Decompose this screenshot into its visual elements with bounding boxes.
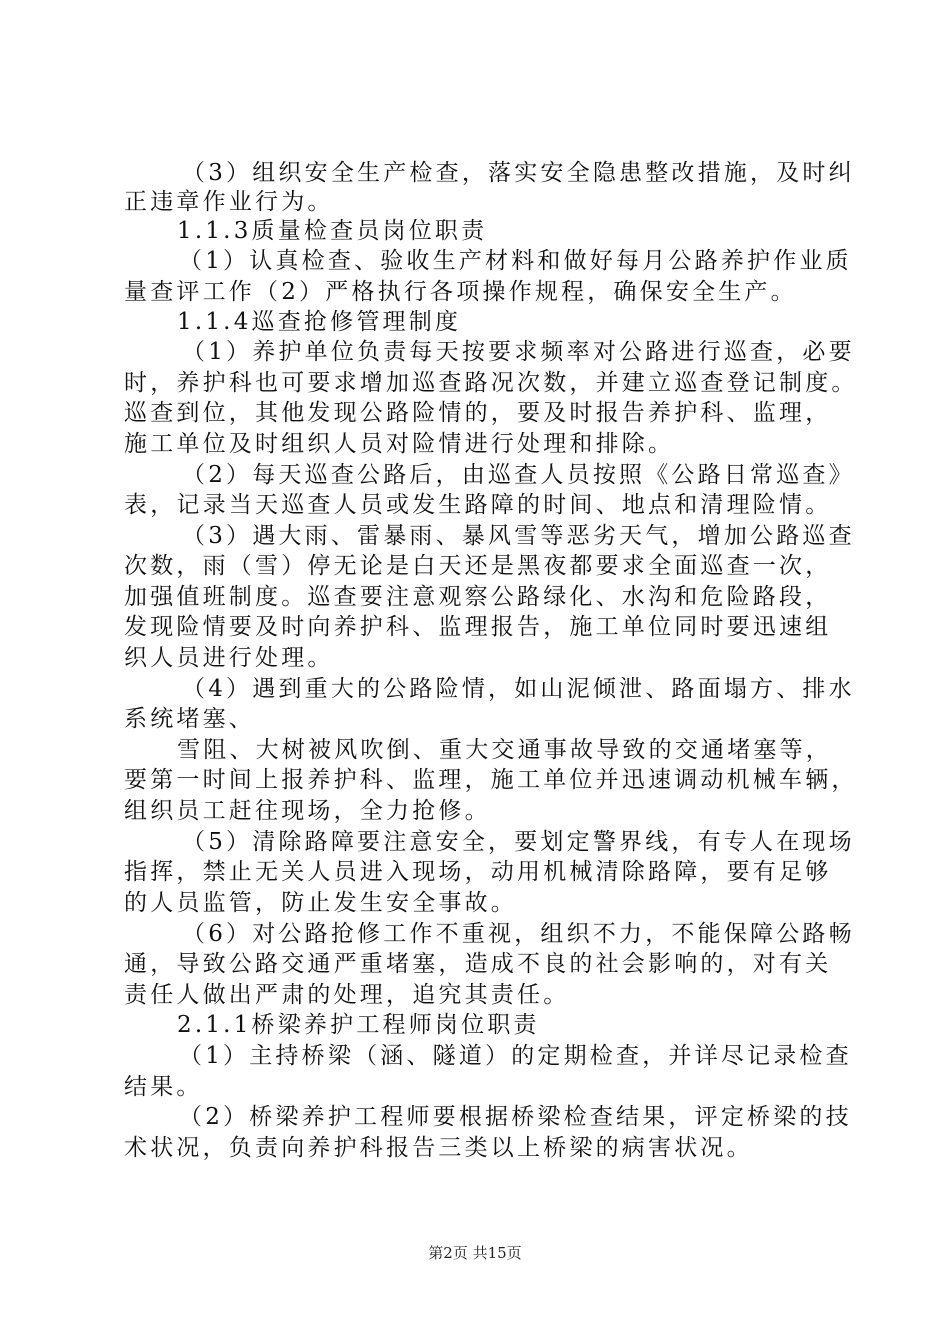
text-line: （4）遇到重大的公路险情，如山泥倾泄、路面塌方、排水 xyxy=(182,676,855,702)
text-line: 雪阻、大树被风吹倒、重大交通事故导致的交通堵塞等， xyxy=(177,737,832,763)
text-line: （2）桥梁养护工程师要根据桥梁检查结果，评定桥梁的技 xyxy=(179,1104,852,1130)
text-line: （5）清除路障要注意安全，要划定警界线，有专人在现场 xyxy=(182,829,855,855)
text-line: 通，导致公路交通严重堵塞，造成不良的社会影响的，对有关 xyxy=(124,951,832,977)
text-line: 次数，雨（雪）停无论是白天还是黑夜都要求全面巡查一次， xyxy=(124,553,832,579)
text-line: 系统堵塞、 xyxy=(124,706,255,732)
text-line: 结果。 xyxy=(124,1074,203,1100)
text-line: 2.1.1桥梁养护工程师岗位职责 xyxy=(177,1012,540,1038)
text-line: 巡查到位，其他发现公路险情的，要及时报告养护科、监理， xyxy=(124,400,832,426)
text-line: 量查评工作（2）严格执行各项操作规程，确保安全生产。 xyxy=(124,279,797,305)
text-line: （3）遇大雨、雷暴雨、暴风雪等恶劣天气，增加公路巡查 xyxy=(182,523,855,549)
text-line: 要第一时间上报养护科、监理，施工单位并迅速调动机械车辆， xyxy=(124,767,858,793)
text-line: 1.1.4巡查抢修管理制度 xyxy=(177,309,462,335)
text-line: 织人员进行处理。 xyxy=(124,645,334,671)
text-line: （1）主持桥梁（涵、隧道）的定期检查，并详尽记录检查 xyxy=(179,1043,852,1069)
page-footer: 第2页 共15页 xyxy=(428,1244,522,1262)
text-line: 表，记录当天巡查人员或发生路障的时间、地点和清理险情。 xyxy=(124,492,832,518)
text-line: 发现险情要及时向养护科、监理报告，施工单位同时要迅速组 xyxy=(124,614,832,640)
text-line: （1）养护单位负责每天按要求频率对公路进行巡查，必要 xyxy=(182,339,855,365)
text-line: 1.1.3质量检查员岗位职责 xyxy=(177,218,488,244)
text-line: 的人员监管，防止发生安全事故。 xyxy=(124,890,517,916)
text-line: （1）认真检查、验收生产材料和做好每月公路养护作业质 xyxy=(179,248,852,274)
text-line: 时，养护科也可要求增加巡查路况次数，并建立巡查登记制度。 xyxy=(124,370,858,396)
text-line: （3）组织安全生产检查，落实安全隐患整改措施，及时纠 xyxy=(182,160,855,186)
text-line: 指挥，禁止无关人员进入现场，动用机械清除路障，要有足够 xyxy=(124,859,832,885)
text-line: 施工单位及时组织人员对险情进行处理和排除。 xyxy=(124,431,675,457)
text-line: 术状况，负责向养护科报告三类以上桥梁的病害状况。 xyxy=(124,1135,753,1161)
text-line: 责任人做出严肃的处理，追究其责任。 xyxy=(124,982,570,1008)
text-line: （6）对公路抢修工作不重视，组织不力，不能保障公路畅 xyxy=(182,921,855,947)
text-line: （2）每天巡查公路后，由巡查人员按照《公路日常巡查》 xyxy=(182,462,855,488)
text-line: 正违章作业行为。 xyxy=(124,189,334,215)
text-line: 加强值班制度。巡查要注意观察公路绿化、水沟和危险路段， xyxy=(124,584,832,610)
text-line: 组织员工赶往现场，全力抢修。 xyxy=(124,798,491,824)
